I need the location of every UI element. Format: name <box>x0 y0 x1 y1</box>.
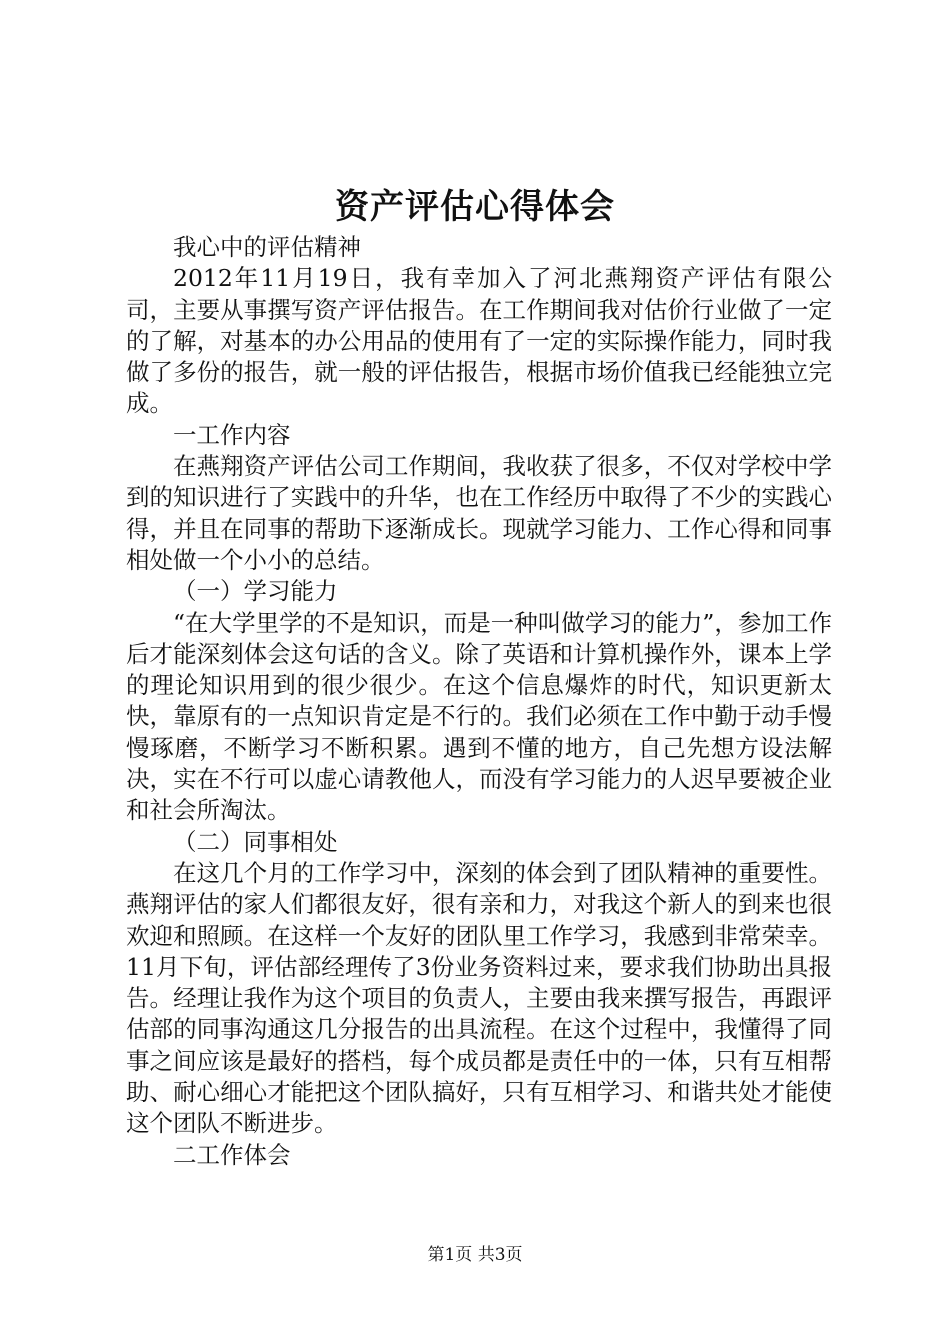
paragraph-intro: 2012年11月19日，我有幸加入了河北燕翔资产评估有限公司，主要从事撰写资产评估报告。在工作期间我对估价行业做了一定的了解，对基本的办公用品的使用有了一定的实际操作能力，同时我做了多份的报告，就一般的评估报告，根据市场价值我已经能独立完成。 <box>126 264 832 418</box>
paragraph-heading-spirit: 我心中的评估精神 <box>173 233 361 261</box>
paragraph-heading-learning: （一）学习能力 <box>173 577 338 606</box>
paragraph-work-content: 在燕翔资产评估公司工作期间，我收获了很多，不仅对学校中学到的知识进行了实践中的升华，也在工作经历中取得了不少的实践心得，并且在同事的帮助下逐渐成长。现就学习能力、工作心得和同事相处做一个小小的总结。 <box>126 452 832 574</box>
paragraph-heading-work-experience: 二工作体会 <box>173 1140 291 1169</box>
paragraph-colleagues: 在这几个月的工作学习中，深刻的体会到了团队精神的重要性。燕翔评估的家人们都很友好，很有亲和力，对我这个新人的到来也很欢迎和照顾。在这样一个友好的团队里工作学习，我感到非常荣幸。11月下旬，评估部经理传了3份业务资料过来，要求我们协助出具报告。经理让我作为这个项目的负责人，主要由我来撰写报告，再跟评估部的同事沟通这几分报告的出具流程。在这个过程中，我懂得了同事之间应该是最好的搭档，每个成员都是责任中的一体，只有互相帮助、耐心细心才能把这个团队搞好，只有互相学习、和谐共处才能使这个团队不断进步。 <box>126 858 832 1138</box>
paragraph-learning: “在大学里学的不是知识，而是一种叫做学习的能力”，参加工作后才能深刻体会这句话的含义。除了英语和计算机操作外，课本上学的理论知识用到的很少很少。在这个信息爆炸的时代，知识更新太快，靠原有的一点知识肯定是不行的。我们必须在工作中勤于动手慢慢琢磨，不断学习不断积累。遇到不懂的地方，自己先想方设法解决，实在不行可以虚心请教他人，而没有学习能力的人迟早要被企业和社会所淘汰。 <box>126 608 832 825</box>
page-footer: 第1页 共3页 <box>427 1245 523 1265</box>
document-body <box>126 232 832 1171</box>
document-title: 资产评估心得体会 <box>335 187 615 227</box>
paragraph-heading-work-content: 一工作内容 <box>173 420 291 449</box>
paragraph-heading-colleagues: （二）同事相处 <box>173 827 338 856</box>
